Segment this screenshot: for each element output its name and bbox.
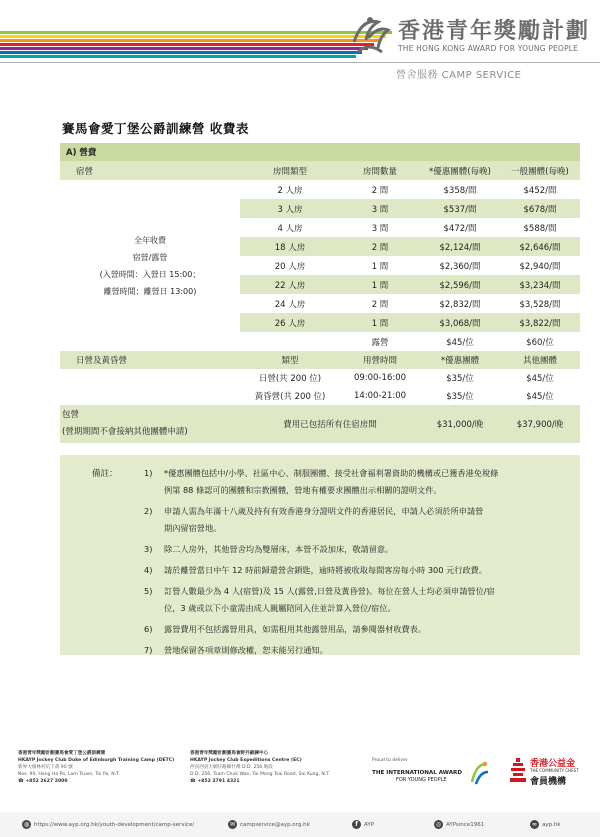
preferential-price: $3,068/間 [439,318,481,329]
footer-detc-addr-en: Nos. 90, Hang Ha Po, Lam Tsuen, Tai Po, N.T. [18,772,120,777]
preferential-price: $2,360/間 [439,261,481,272]
note-item [144,562,572,579]
document-title: 賽馬會愛丁堡公爵訓練營 收費表 [62,121,249,136]
col-header-daycamp-other: 其他團體 [522,356,557,366]
package-desc: 費用已包括所有住宿房間 [283,420,377,430]
note-item [144,503,572,537]
room-type [240,332,340,351]
facebook-icon: f [352,820,361,829]
note-number: 4) [144,565,153,575]
footer-facebook-link[interactable] [352,820,374,829]
community-chest-member: 會員機構 [530,777,567,787]
note-line: 除二人房外，其他營舍均為雙層床，本營不設加床，敬請留意。 [164,544,394,554]
col-header-preferential: *優惠團體(每晚) [429,166,491,177]
col-header-daycamp: 日營及黃昏營 [76,356,128,366]
room-count: 3 間 [371,223,389,234]
room-type: 2 人房 [277,185,303,196]
preferential-price: $2,596/間 [439,280,481,291]
col-header-general: 一般團體(每晚) [511,166,569,177]
general-price: $2,646/間 [519,242,561,253]
footer-detc-name-zh: 香港青年獎勵計劃賽馬會愛丁堡公爵訓練營 [18,751,106,756]
color-stripe [0,35,386,38]
color-stripe [0,43,374,46]
note-number: 1) [144,468,153,478]
color-stripe [0,31,392,34]
email-icon: ✉ [229,821,236,828]
globe-icon: ◍ [23,821,30,828]
notes-label: 備註： [92,469,118,479]
footer-ec-address [190,750,330,785]
preferential-price: $45/位 [446,337,474,348]
preferential-price: $2,832/間 [439,299,481,310]
note-number: 5) [144,586,153,596]
note-line: 位，3 歲或以下小童需由成人親屬陪同入住並計算入營位/宿位。 [164,603,396,613]
note-item [144,642,572,659]
logo-english-name: THE HONG KONG AWARD FOR YOUNG PEOPLE [398,44,579,53]
daycamp-row [60,369,580,387]
footer-site-link[interactable] [530,820,561,829]
footer-ec-name-en: HKAYP Jockey Club Expeditions Centre (EC) [190,758,302,763]
footer-ec-phone [190,778,330,785]
room-type: 24 人房 [274,299,306,310]
footer-web-link[interactable] [22,820,194,829]
phone-icon: ☎ [18,779,26,784]
room-type: 18 人房 [274,242,306,253]
logo-chinese-name: 香港青年獎勵計劃 [398,19,591,44]
footer-instagram-link[interactable] [434,820,484,829]
accommodation-period-cell [60,180,240,351]
footer-detc-addr-zh: 新界大埔林村坑下莆 90 號 [18,765,73,770]
preferential-price: $472/間 [443,223,477,234]
period-line: 離營時間：離營日 13:00) [103,286,197,296]
note-item [144,621,572,638]
preferential-price: $537/間 [443,204,477,215]
period-line: 宿營/露營 [132,252,168,262]
general-price: $3,528/間 [519,299,561,310]
hkayp-logo [338,8,600,68]
room-count: 3 間 [371,204,389,215]
header [0,0,600,66]
preferential-price: $2,124/間 [439,242,481,253]
daycamp-time: 09:00-16:00 [353,373,407,383]
note-line: 露營費用不包括露營用具，如需租用其他露營用品，請參閱器材收費表。 [164,624,427,634]
footer-links-bar [0,812,600,837]
daycamp-time: 14:00-21:00 [353,391,407,401]
footer-detc-phone [18,778,174,785]
footer [0,750,600,837]
col-header-room-count: 房間數量 [362,166,397,177]
preferential-price: $358/間 [443,185,477,196]
footer-site-text: ayp.hk [542,821,561,828]
package-pref: $31,000/晚 [436,420,484,430]
package-row [60,405,580,443]
note-line: 營地保留各項章則修改權，恕未能另行通知。 [164,645,328,655]
room-count: 1 間 [371,280,389,291]
general-price: $3,234/間 [519,280,561,291]
color-stripe [0,51,362,54]
daycamp-pref: $35/位 [446,374,474,384]
general-price: $452/間 [523,185,557,196]
color-stripe [0,47,368,50]
daycamp-row [60,387,580,405]
notes-box [60,455,580,655]
room-type: 3 人房 [277,204,303,215]
room-type: 22 人房 [274,280,306,291]
room-type: 26 人房 [274,318,306,329]
package-label: 包營 [62,410,80,420]
note-line: 請於離營當日中午 12 時前歸還營舍鎖匙，逾時將被收取每間客房每小時 300 元行政費。 [164,565,488,575]
period-line: 全年收費 [134,235,166,245]
package-gen: $37,900/晚 [516,420,564,430]
room-type: 4 人房 [277,223,303,234]
col-header-daycamp-type: 類型 [281,356,299,366]
daycamp-type: 日營(共 200 位) [258,374,322,384]
footer-detc-address [18,750,174,785]
col-header-daycamp-time: 用營時間 [362,356,397,366]
note-number: 6) [144,624,153,634]
award-subtitle: FOR YOUNG PEOPLE [396,777,447,783]
note-number: 2) [144,506,153,516]
note-line: *優惠團體包括中/小學、社區中心、制服團體、接受社會福利署資助的機構或已獲香港免稅條 [164,468,499,478]
section-a-label: A) 營費 [66,148,97,158]
room-count: 露營 [371,337,389,348]
room-count: 2 間 [371,299,389,310]
daycamp-type: 黃昏營(共 200 位) [254,392,326,402]
link-icon: ∞ [532,821,537,828]
community-chest-icon [510,758,526,782]
community-chest-zh: 香港公益金 [530,759,576,769]
note-line: 申請人需為年滿十八歲及持有有效香港身分證明文件的香港居民，申請人必須於所申請營 [164,506,484,516]
footer-ec-name-zh: 香港青年獎勵計劃賽馬會野外鍛鍊中心 [190,751,269,756]
note-line: 例第 88 條認可的團體和宗教團體，營地有權要求團體出示相關的證明文件。 [164,485,442,495]
daycamp-pref: $35/位 [446,392,474,402]
note-number: 3) [144,544,153,554]
footer-email-link[interactable] [228,820,310,829]
footer-ec-addr-zh: 西貢西貢大網仔路嶂竹灣 D.D. 256 地段 [190,765,273,770]
general-price: $2,940/間 [519,261,561,272]
note-item [144,541,572,558]
daycamp-header-row [60,351,580,369]
general-price: $3,822/間 [519,318,561,329]
color-stripe [0,55,356,58]
phone-icon: ☎ [190,779,198,784]
footer-facebook-text: AYP [364,821,375,828]
color-stripes [0,31,392,61]
note-item [144,465,572,499]
col-header-daycamp-pref: *優惠團體 [440,356,480,366]
general-price: $678/間 [523,204,557,215]
package-note: (營期期間不會接納其他團體申請) [62,427,188,437]
color-stripe [0,39,380,42]
instagram-icon: ◎ [435,821,442,828]
room-count: 2 間 [371,185,389,196]
room-count: 1 間 [371,261,389,272]
col-header-accommodation: 宿營 [76,166,94,177]
note-number: 7) [144,645,153,655]
footer-ec-addr-en: D.D. 256, Tsam Chuk Wan, Tai Mong Tsai Road, Sai Kung, N.T. [190,772,330,777]
general-price: $60/位 [526,337,554,348]
community-chest-en: THE COMMUNITY CHEST [530,768,579,773]
international-award-logo [372,758,492,798]
award-title: THE INTERNATIONAL AWARD [372,770,462,776]
footer-detc-name-en: HKAYP Jockey Club Duke of Edinburgh Training Camp (DETC) [18,758,175,763]
award-proud: Proud to deliver [372,758,408,763]
camp-service-label: 營舍服務 CAMP SERVICE [396,70,522,81]
package-label-cell [60,405,240,443]
community-chest-logo [510,754,590,798]
room-count: 1 間 [371,318,389,329]
note-item [144,583,572,617]
note-line: 期內留宿營地。 [164,523,222,533]
footer-web-text: https://www.ayp.org.hk/youth-development/camp-service/ [34,821,195,828]
section-a-header [60,143,580,161]
footer-ec-phone-number: +852 2791 4321 [197,779,240,784]
hkayp-logo-icon [348,12,392,60]
room-type: 20 人房 [274,261,306,272]
daycamp-other: $45/位 [526,392,554,402]
footer-email-text: campservice@ayp.org.hk [240,821,310,828]
footer-instagram-text: AYPsince1961 [446,821,485,828]
period-line: (入營時間：入營日 15:00； [99,269,201,279]
footer-detc-phone-number: +852 2627 2000 [25,779,68,784]
col-header-room-type: 房間類型 [272,166,307,177]
note-line: 訂營人數最少為 4 人(宿營)及 15 人(露營,日營及黃昏營)。每位在營人士均必須申請營位/宿 [164,586,495,596]
award-emblem-icon [468,760,490,786]
general-price: $588/間 [523,223,557,234]
daycamp-other: $45/位 [526,374,554,384]
accommodation-header-row [60,161,580,180]
room-count: 2 間 [371,242,389,253]
